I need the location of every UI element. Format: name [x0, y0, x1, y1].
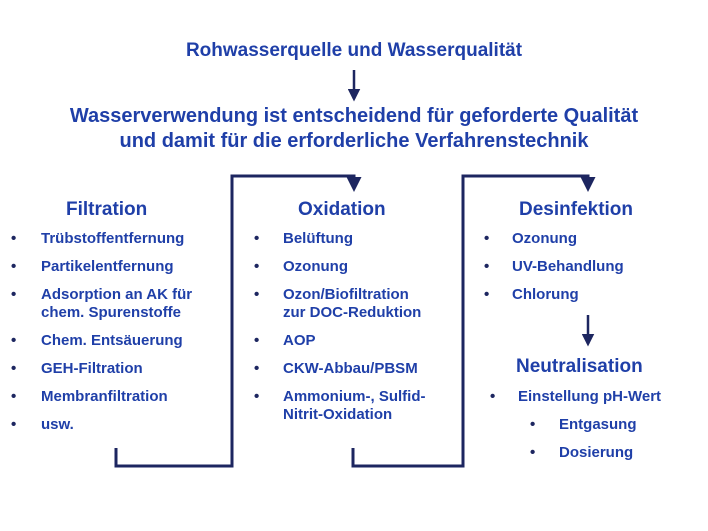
oxidation-item — [283, 360, 418, 378]
desinfektion-item — [512, 230, 577, 248]
oxidation-item-line: Ozonung — [283, 258, 348, 275]
neutralisation-sub-bullet: • — [530, 416, 536, 433]
oxidation-bullet: • — [254, 286, 260, 303]
oxidation-bullet: • — [254, 258, 260, 275]
neutralisation-sub-item-line: Dosierung — [559, 444, 634, 461]
filtration-bullet: • — [11, 416, 17, 433]
filtration-item — [41, 258, 174, 276]
neutralisation-heading: Neutralisation — [516, 356, 643, 377]
neutralisation-bullet: • — [490, 388, 496, 405]
filtration-bullet: • — [11, 388, 17, 405]
filtration-item — [41, 286, 192, 322]
page-subtitle — [0, 104, 708, 154]
filtration-bullet: • — [11, 360, 17, 377]
oxidation-item-line: AOP — [283, 332, 316, 349]
oxidation-bullet: • — [254, 332, 260, 349]
filtration-item — [41, 416, 74, 434]
desinfektion-item — [512, 258, 624, 276]
neutralisation-sub-item — [559, 444, 633, 462]
oxidation-heading: Oxidation — [298, 199, 386, 220]
desinfektion-bullet: • — [484, 258, 490, 275]
desinfektion-heading: Desinfektion — [519, 199, 634, 220]
oxidation-item-line: Ammonium-, Sulfid- — [283, 388, 426, 405]
desinfektion-bullet: • — [484, 230, 490, 247]
filtration-item — [41, 388, 168, 406]
desinfektion-item — [512, 286, 579, 304]
desinfektion-item-line: Chlorung — [512, 286, 579, 303]
neutralisation-item-line: Einstellung pH-Wert — [518, 388, 662, 405]
filtration-item-line: Trübstoffentfernung — [41, 230, 185, 247]
filtration-item-line: chem. Spurenstoffe — [41, 304, 182, 321]
oxidation-item-line: Nitrit-Oxidation — [283, 406, 393, 423]
oxidation-item — [283, 332, 316, 350]
desinfektion-bullet: • — [484, 286, 490, 303]
filtration-item — [41, 332, 183, 350]
subtitle-line-1: Wasserverwendung ist entscheidend für geforderte Qualität — [69, 105, 639, 127]
filtration-item — [41, 230, 184, 248]
neutralisation-sub-item — [559, 416, 637, 434]
filtration-item-line: Partikelentfernung — [41, 258, 174, 275]
oxidation-bullet: • — [254, 360, 260, 377]
neutralisation-sub-bullet: • — [530, 444, 536, 461]
desinfektion-item-line: Ozonung — [512, 230, 577, 247]
filtration-bullet: • — [11, 332, 17, 349]
oxidation-bullet: • — [254, 230, 260, 247]
neutralisation-item — [518, 388, 661, 406]
oxidation-item-line: zur DOC-Reduktion — [283, 304, 422, 321]
oxidation-item-line: Belüftung — [283, 230, 353, 247]
oxidation-item-line: Ozon/Biofiltration — [283, 286, 409, 303]
filtration-item-line: usw. — [41, 416, 74, 433]
oxidation-item — [283, 286, 421, 322]
desinfektion-item-line: UV-Behandlung — [512, 258, 624, 275]
filtration-bullet: • — [11, 230, 17, 247]
oxidation-bullet: • — [254, 388, 260, 405]
filtration-item-line: Adsorption an AK für — [41, 286, 193, 303]
oxidation-item — [283, 388, 426, 424]
filtration-heading: Filtration — [66, 199, 148, 220]
page-title: Rohwasserquelle und Wasserqualität — [185, 40, 523, 61]
filtration-item-line: Membranfiltration — [41, 388, 168, 405]
filtration-bullet: • — [11, 258, 17, 275]
oxidation-item-line: CKW-Abbau/PBSM — [283, 360, 418, 377]
filtration-bullet: • — [11, 286, 17, 303]
filtration-item-line: Chem. Entsäuerung — [41, 332, 183, 349]
subtitle-line-2: und damit für die erforderliche Verfahrenstechnik — [119, 130, 589, 152]
filtration-item-line: GEH-Filtration — [41, 360, 143, 377]
filtration-item — [41, 360, 143, 378]
oxidation-item — [283, 258, 348, 276]
oxidation-item — [283, 230, 353, 248]
neutralisation-sub-item-line: Entgasung — [559, 416, 637, 433]
